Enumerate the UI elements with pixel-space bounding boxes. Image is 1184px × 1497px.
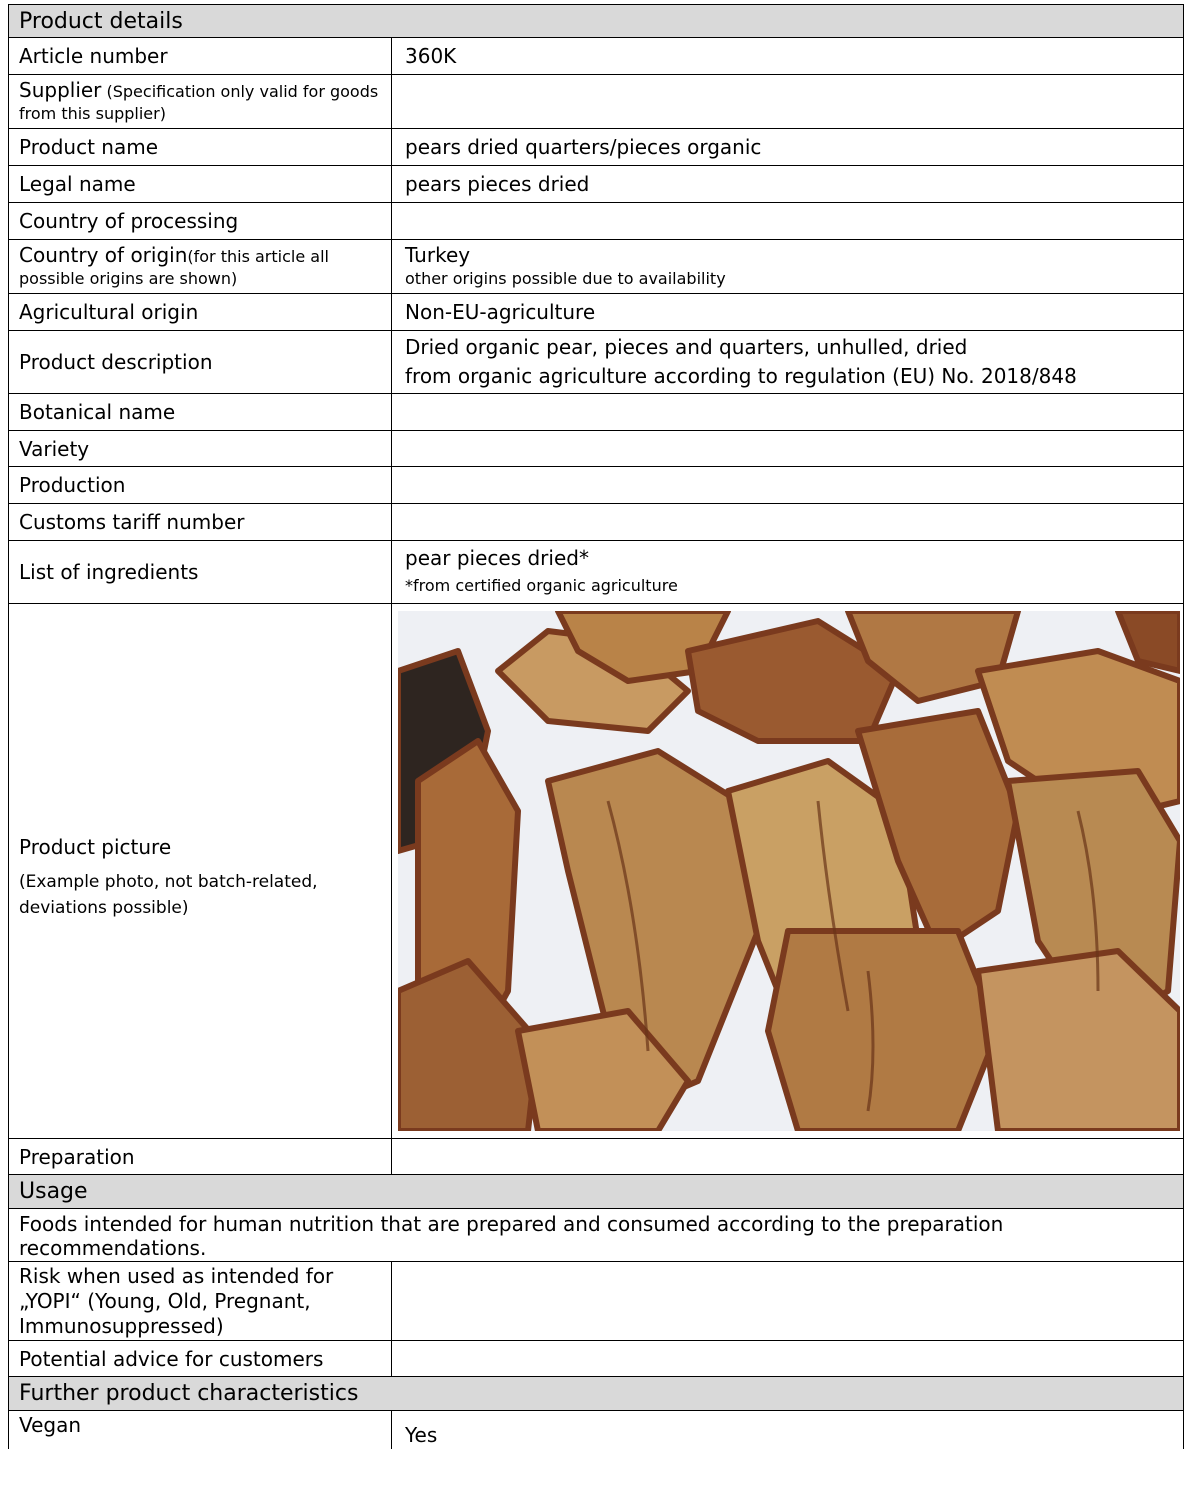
label-country-of-origin <box>9 240 392 293</box>
value-vegan: Yes <box>405 1423 438 1447</box>
value-customs-tariff-number <box>392 504 1183 540</box>
label-supplier-note: (Specification only valid for goods from this supplier) <box>19 81 379 123</box>
row-customs-tariff-number <box>9 504 1183 541</box>
row-vegan <box>9 1411 1183 1449</box>
row-legal-name <box>9 166 1183 203</box>
row-product-picture <box>9 604 1183 1139</box>
value-supplier <box>392 75 1183 128</box>
label-customer-advice: Potential advice for customers <box>9 1341 392 1376</box>
section-header-product-details: Product details <box>9 4 1183 38</box>
row-yopi-risk <box>9 1262 1183 1341</box>
label-botanical-name: Botanical name <box>9 394 392 430</box>
label-agricultural-origin: Agricultural origin <box>9 294 392 330</box>
label-production: Production <box>9 467 392 503</box>
label-yopi-risk: Risk when used as intended for „YOPI“ (Young, Old, Pregnant, Immunosuppressed) <box>9 1262 392 1340</box>
value-variety <box>392 431 1183 466</box>
value-product-picture <box>392 604 1183 1138</box>
row-production <box>9 467 1183 504</box>
value-product-name: pears dried quarters/pieces organic <box>405 135 762 159</box>
section-header-usage: Usage <box>9 1175 1183 1209</box>
label-legal-name: Legal name <box>9 166 392 202</box>
value-country-of-origin <box>392 240 1183 293</box>
label-preparation: Preparation <box>9 1139 392 1174</box>
section-header-further-characteristics: Further product characteristics <box>9 1377 1183 1411</box>
label-product-picture-text: Product picture <box>19 835 172 859</box>
product-specification-sheet <box>8 4 1184 1449</box>
row-list-of-ingredients <box>9 541 1183 604</box>
row-product-name <box>9 129 1183 166</box>
value-product-description-line-1: Dried organic pear, pieces and quarters, unhulled, dried <box>405 335 968 359</box>
value-production <box>392 467 1183 503</box>
value-legal-name: pears pieces dried <box>405 172 590 196</box>
row-country-of-origin <box>9 240 1183 294</box>
value-product-description-line-2: from organic agriculture according to regulation (EU) No. 2018/848 <box>405 364 1077 388</box>
row-supplier <box>9 75 1183 129</box>
label-country-of-origin-note: (for this article all possible origins are shown) <box>19 246 329 288</box>
value-ingredients-text: pear pieces dried* <box>405 546 589 570</box>
row-product-description <box>9 331 1183 394</box>
label-list-of-ingredients: List of ingredients <box>9 541 392 603</box>
label-supplier-text: Supplier <box>19 77 102 102</box>
label-product-picture-note: (Example photo, not batch-related, deviations possible) <box>19 872 318 918</box>
label-variety: Variety <box>9 431 392 466</box>
label-product-description: Product description <box>9 331 392 393</box>
product-photo <box>398 611 1180 1131</box>
label-article-number: Article number <box>9 38 392 74</box>
row-preparation <box>9 1139 1183 1175</box>
value-list-of-ingredients <box>392 541 1183 603</box>
label-country-of-origin-text: Country of origin <box>19 242 188 267</box>
usage-text: Foods intended for human nutrition that are prepared and consumed according to the preparation recommendations. <box>9 1209 1183 1262</box>
value-yopi-risk <box>392 1262 1183 1340</box>
value-preparation <box>392 1139 1183 1174</box>
value-product-description <box>392 331 1183 393</box>
value-country-of-processing <box>392 203 1183 239</box>
product-details-table <box>8 4 1184 1449</box>
row-botanical-name <box>9 394 1183 431</box>
row-agricultural-origin <box>9 294 1183 331</box>
value-country-of-origin-note: other origins possible due to availability <box>405 268 726 288</box>
label-vegan: Vegan <box>9 1411 392 1449</box>
value-ingredients-note: *from certified organic agriculture <box>405 576 678 595</box>
row-customer-advice <box>9 1341 1183 1377</box>
value-botanical-name <box>392 394 1183 430</box>
value-article-number: 360K <box>405 44 457 68</box>
label-supplier <box>9 75 392 128</box>
label-product-picture <box>9 604 392 1138</box>
row-country-of-processing <box>9 203 1183 240</box>
value-agricultural-origin: Non-EU-agriculture <box>405 300 596 324</box>
row-article-number <box>9 38 1183 75</box>
value-customer-advice <box>392 1341 1183 1376</box>
label-country-of-processing: Country of processing <box>9 203 392 239</box>
value-country-of-origin-text: Turkey <box>405 242 471 267</box>
label-customs-tariff-number: Customs tariff number <box>9 504 392 540</box>
label-product-name: Product name <box>9 129 392 165</box>
row-variety <box>9 431 1183 467</box>
